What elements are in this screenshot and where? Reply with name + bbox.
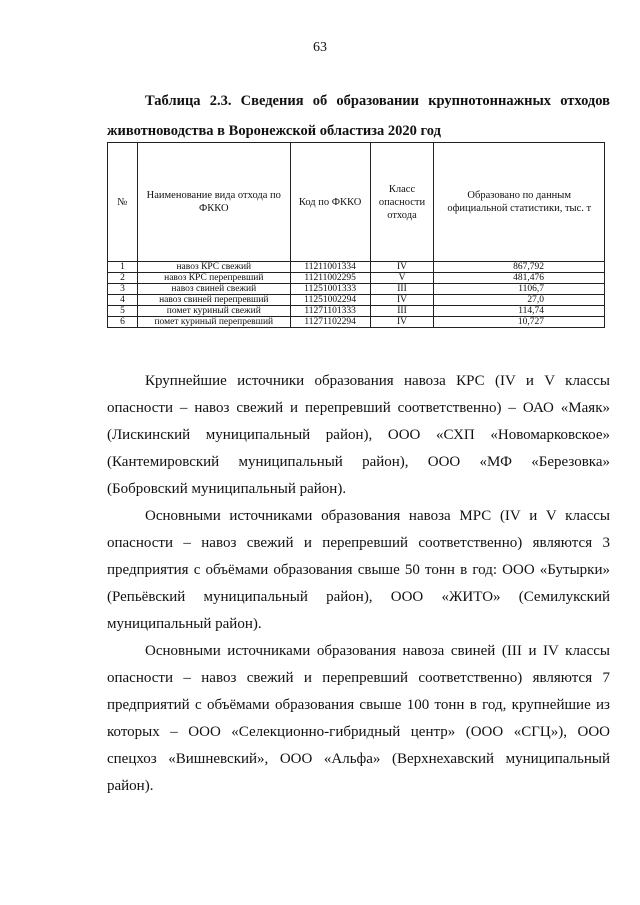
waste-table — [107, 142, 605, 328]
amount: 27,0 — [434, 295, 605, 306]
fkko-code: 11211001334 — [290, 262, 370, 273]
table-caption — [107, 86, 610, 146]
row-number: 3 — [108, 284, 138, 295]
header-waste-name: Наименование вида отхода по ФККО — [137, 143, 290, 262]
header-hazard-class: Класс опасности отхода — [370, 143, 434, 262]
fkko-code: 11271102294 — [290, 317, 370, 328]
row-number: 5 — [108, 306, 138, 317]
hazard-class: IV — [370, 295, 434, 306]
header-number: № — [108, 143, 138, 262]
amount: 867,792 — [434, 262, 605, 273]
page-number: 63 — [313, 40, 327, 55]
row-number: 1 — [108, 262, 138, 273]
table-caption-line-1: Таблица 2.3. Сведения об образовании крупнотоннажных отходов — [145, 93, 610, 109]
fkko-code: 11271101333 — [290, 306, 370, 317]
waste-name: помет куриный свежий — [137, 306, 290, 317]
row-number: 2 — [108, 273, 138, 284]
waste-name: навоз КРС перепревший — [137, 273, 290, 284]
fkko-code: 11211002295 — [290, 273, 370, 284]
header-fkko-code: Код по ФККО — [290, 143, 370, 262]
paragraph-pig-manure: Основными источниками образования навоза свиней (III и IV классы опасности – навоз свежий и перепревший соответственно) являются 7 предприятий с объёмами образования свыше 100 тонн в год, крупнейшие из которых – ООО «Селекционно-гибридный центр» (ООО «СГЦ»), ООО спецхоз «Вишневский», ООО «Альфа» (Верхнехавский муниципальный район). — [107, 643, 610, 794]
paragraph-cattle-manure: Крупнейшие источники образования навоза КРС (IV и V классы опасности – навоз свежий и перепревший соответственно) – ОАО «Маяк» (Лискинский муниципальный район), ООО «СХП «Новомарковское» (Кантемировский муниципальный район), ООО «МФ «Березовка» (Бобровский муниципальный район). — [107, 373, 610, 497]
table-row — [108, 317, 605, 328]
table-caption-line-2: животноводства в Воронежской областиза 2020 год — [107, 123, 441, 139]
waste-name: навоз КРС свежий — [137, 262, 290, 273]
table-header-row — [108, 143, 605, 262]
hazard-class: III — [370, 284, 434, 295]
body-text — [107, 368, 610, 800]
row-number: 4 — [108, 295, 138, 306]
fkko-code: 11251001333 — [290, 284, 370, 295]
hazard-class: V — [370, 273, 434, 284]
table-row — [108, 295, 605, 306]
waste-name: навоз свиней свежий — [137, 284, 290, 295]
waste-name: помет куриный перепревший — [137, 317, 290, 328]
table-row — [108, 284, 605, 295]
table-row — [108, 262, 605, 273]
row-number: 6 — [108, 317, 138, 328]
paragraph-small-cattle-manure: Основными источниками образования навоза МРС (IV и V классы опасности – навоз свежий и перепревший соответственно) являются 3 предприятия с объёмами образования свыше 50 тонн в год: ООО «Бутырки» (Репьёвский муниципальный район), ООО «ЖИТО» (Семилукский муниципальный район). — [107, 508, 610, 632]
fkko-code: 11251002294 — [290, 295, 370, 306]
header-amount: Образовано по данным официальной статистики, тыс. т — [434, 143, 605, 262]
amount: 10,727 — [434, 317, 605, 328]
amount: 481,476 — [434, 273, 605, 284]
amount: 1106,7 — [434, 284, 605, 295]
table-row — [108, 306, 605, 317]
amount: 114,74 — [434, 306, 605, 317]
table-row — [108, 273, 605, 284]
hazard-class: IV — [370, 262, 434, 273]
waste-name: навоз свиней перепревший — [137, 295, 290, 306]
hazard-class: III — [370, 306, 434, 317]
hazard-class: IV — [370, 317, 434, 328]
